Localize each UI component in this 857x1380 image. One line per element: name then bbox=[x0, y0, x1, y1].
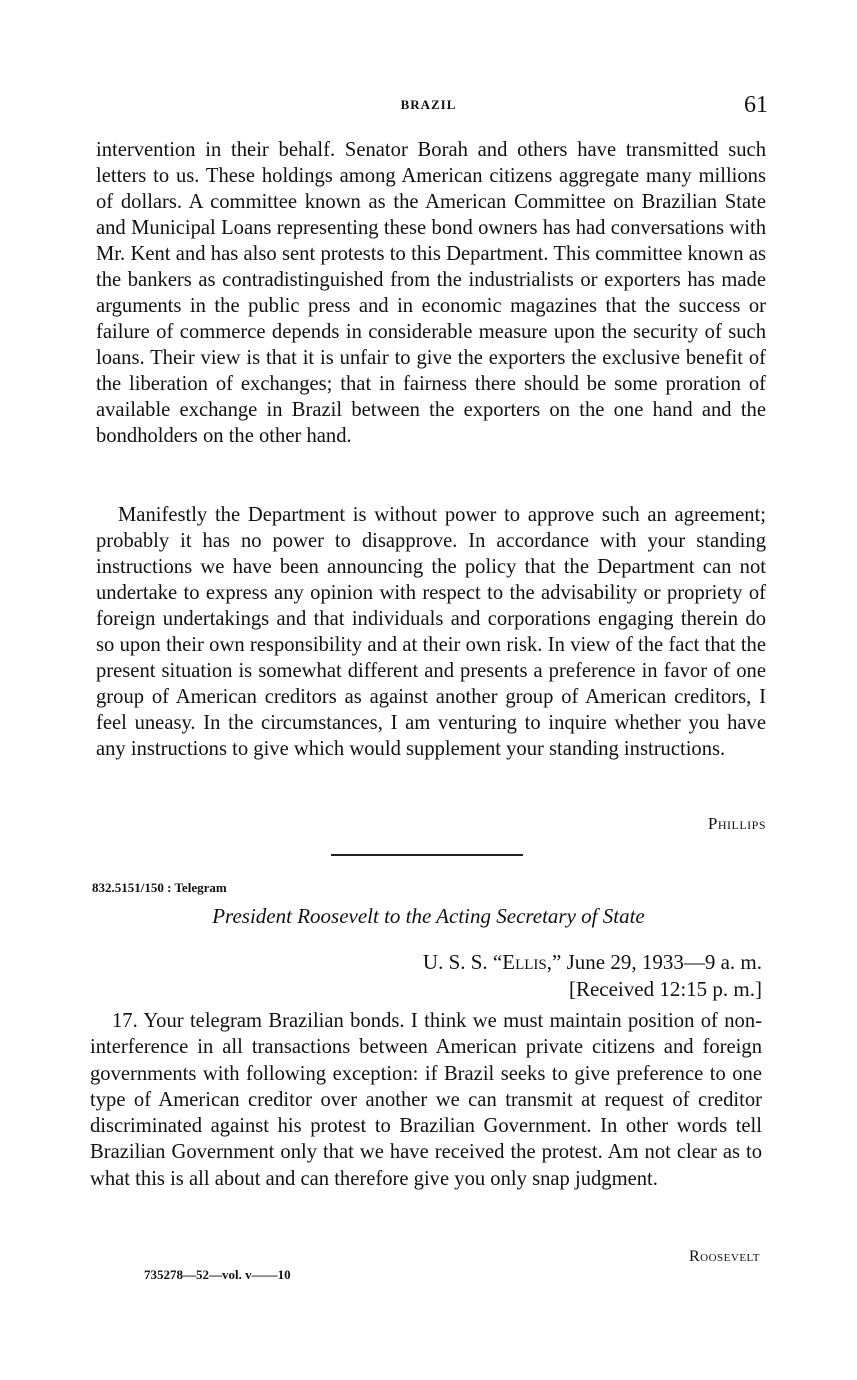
document-title: President Roosevelt to the Acting Secretary of State bbox=[212, 904, 645, 928]
body-paragraph-2: Manifestly the Department is without power to approve such an agreement; probably it has no power to disapprove. In accordance with your standing instructions we have been announcing the policy that the Department can not undertake to express any opinion with respect to the advisability or propriety of foreign undertakings and that individuals and corporations engaging therein do so upon their own responsibility and at their own risk. In view of the fact that the present situation is somewhat different and presents a preference in favor of one group of American creditors as against another group of American creditors, I feel uneasy. In the circumstances, I am venturing to inquire whether you have any instructions to give which would supplement your standing instructions. bbox=[96, 504, 766, 760]
dateline-sent: U. S. S. “Ellis,” June 29, 1933—9 a. m. bbox=[422, 950, 762, 974]
running-title: BRAZIL bbox=[400, 97, 457, 112]
dateline-received: [Received 12:15 p. m.] bbox=[568, 977, 762, 1001]
file-reference: 832.5151/150 : Telegram bbox=[92, 880, 227, 895]
section-divider bbox=[331, 854, 523, 856]
signature-phillips: Phillips bbox=[707, 814, 766, 833]
body-paragraph-1: intervention in their behalf. Senator Borah and others have transmitted such letters to us. These holdings among American citizens aggregate many millions of dollars. A committee known as the American Committee on Brazilian State and Municipal Loans representing these bond owners has had conversations with Mr. Kent and has also sent protests to this Department. This committee known as the bankers as contradistinguished from the industrialists or exporters has made arguments in the public press and in economic magazines that the success or failure of commerce depends in considerable measure upon the security of such loans. Their view is that it is unfair to give the exporters the exclusive benefit of the liberation of exchanges; that in fairness there should be some proration of available exchange in Brazil between the exporters on the one hand and the bondholders on the other hand. bbox=[96, 139, 766, 447]
signature-roosevelt: Roosevelt bbox=[689, 1248, 760, 1265]
page-number: 61 bbox=[744, 92, 768, 118]
ship-name: Ellis bbox=[502, 950, 547, 974]
telegram-paragraph: 17. Your telegram Brazilian bonds. I think we must maintain position of non-interference in all transactions between American private citizens and foreign governments with following exception: if Brazil seeks to give preference to one type of American creditor over another we can transmit at request of creditor discriminated against his protest to Brazilian Government. In other words tell Brazilian Government only that we have received the protest. Am not clear as to what this is all about and can therefore give you only snap judgment. bbox=[90, 1010, 762, 1190]
dateline bbox=[300, 949, 762, 1003]
print-code: 735278—52—vol. v——10 bbox=[144, 1267, 291, 1282]
